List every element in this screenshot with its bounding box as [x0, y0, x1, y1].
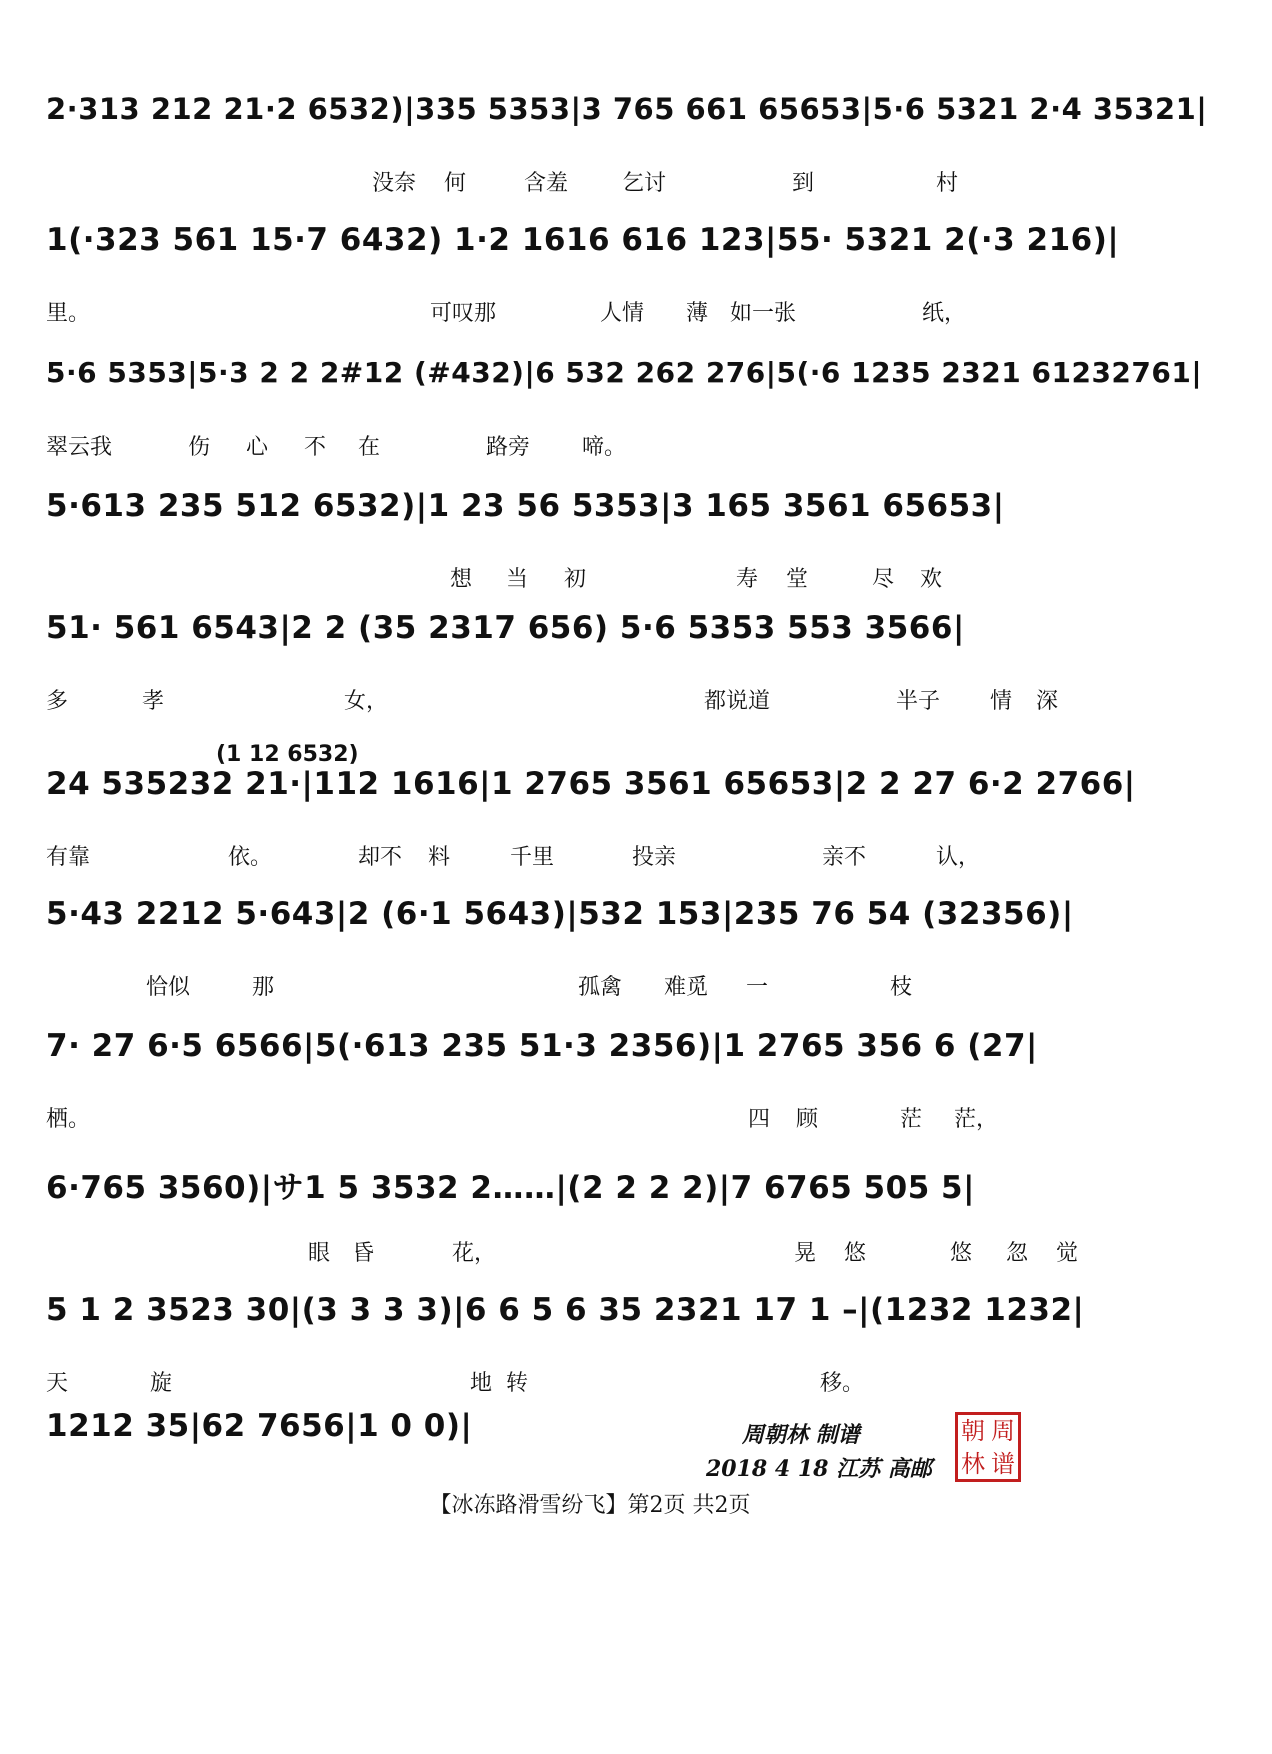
lyric: 薄 [686, 301, 709, 326]
lyric: 转 [506, 1371, 529, 1396]
lyric: 悠 [950, 1241, 973, 1266]
lyric: 欢 [920, 567, 943, 592]
lyrics-line [46, 166, 1232, 196]
lyric: 寿 [736, 567, 759, 592]
lyric: 里。 [46, 301, 91, 326]
notation-line: 5·43 2212 5·643|2 (6·1 5643)|532 153|235 76 54 (32356)| [46, 896, 1074, 932]
notation-line: 1(·323 561 15·7 6432) 1·2 1616 616 123|55· 5321 2(·3 216)| [46, 222, 1120, 258]
notation-line: 5·613 235 512 6532)|1 23 56 5353|3 165 3561 65653| [46, 488, 1005, 524]
notation-line: 5·6 5353|5·3 2 2 2#12 (#432)|6 532 262 276|5(·6 1235 2321 61232761| [46, 356, 1203, 389]
lyrics-line [46, 1366, 1232, 1396]
lyric: 枝 [890, 975, 913, 1000]
lyric: 纸， [922, 301, 967, 326]
lyric: 昏 [352, 1241, 375, 1266]
lyric: 村 [936, 171, 959, 196]
lyric: 半子 [896, 689, 941, 714]
lyric: 不 [304, 435, 327, 460]
lyric: 翠云我 [46, 435, 113, 460]
seal-char: 朝 [961, 1417, 985, 1445]
arranger-credit: 周朝林 制谱 [742, 1422, 860, 1448]
lyric: 觉 [1056, 1241, 1079, 1266]
seal-stamp [955, 1412, 1021, 1482]
lyrics-line [46, 840, 1232, 870]
lyrics-line [46, 1102, 1232, 1132]
lyric: 人情 [600, 301, 645, 326]
notation-line: 51· 561 6543|2 2 (35 2317 656) 5·6 5353 553 3566| [46, 610, 965, 646]
lyric: 乞讨 [622, 171, 667, 196]
lyric: 伤 [188, 435, 211, 460]
lyrics-line [46, 970, 1232, 1000]
lyrics-line [46, 430, 1232, 460]
lyrics-line [46, 296, 1232, 326]
lyric: 四 [748, 1107, 771, 1132]
lyric: 堂 [786, 567, 809, 592]
lyric: 天 [46, 1371, 69, 1396]
lyrics-line [46, 1236, 1232, 1266]
lyric: 花， [452, 1241, 497, 1266]
notation-line: 5 1 2 3523 30|(3 3 3 3)|6 6 5 6 35 2321 17 1 –|(1232 1232| [46, 1292, 1085, 1328]
lyric: 当 [506, 567, 529, 592]
lyric: 地 [470, 1371, 493, 1396]
lyric: 投亲 [632, 845, 677, 870]
lyric: 多 [46, 689, 69, 714]
lyric: 情 [990, 689, 1013, 714]
lyric: 尽 [872, 567, 895, 592]
lyric: 难觅 [664, 975, 709, 1000]
lyric: 千里 [510, 845, 555, 870]
lyric: 都说道 [704, 689, 771, 714]
lyric: 茫 [900, 1107, 923, 1132]
seal-char: 周 [991, 1417, 1015, 1445]
date-place-credit: 2018 4 18 江苏 高邮 [706, 1456, 932, 1482]
lyric: 啼。 [582, 435, 627, 460]
lyric: 有靠 [46, 845, 91, 870]
lyric: 想 [450, 567, 473, 592]
notation-line: 1212 35|62 7656|1 0 0)| [46, 1408, 473, 1444]
lyric: 却不 [358, 845, 403, 870]
lyric: 晃 [794, 1241, 817, 1266]
lyric: 栖。 [46, 1107, 91, 1132]
lyrics-line [46, 684, 1232, 714]
lyrics-line [46, 562, 1232, 592]
lyric: 初 [564, 567, 587, 592]
lyric: 恰似 [146, 975, 191, 1000]
lyric: 心 [246, 435, 269, 460]
lyric: 茫， [954, 1107, 999, 1132]
lyric: 眼 [308, 1241, 331, 1266]
seal-char: 谱 [991, 1450, 1015, 1478]
lyric: 女， [344, 689, 389, 714]
lyric: 如一张 [730, 301, 797, 326]
lyric: 料 [428, 845, 451, 870]
lyric: 到 [792, 171, 815, 196]
lyric: 可叹那 [430, 301, 497, 326]
lyric: 含羞 [524, 171, 569, 196]
notation-line: 2·313 212 21·2 6532)|335 5353|3 765 661 65653|5·6 5321 2·4 35321| [46, 92, 1208, 126]
seal-char: 林 [961, 1450, 985, 1478]
lyric: 那 [252, 975, 275, 1000]
variant-note: (1 12 6532) [216, 742, 359, 767]
lyric: 孝 [142, 689, 165, 714]
notation-line: 7· 27 6·5 6566|5(·613 235 51·3 2356)|1 2765 356 6 (27| [46, 1028, 1038, 1064]
notation-line: 24 535232 21·|112 1616|1 2765 3561 65653|2 2 27 6·2 2766| [46, 766, 1136, 802]
lyric: 在 [358, 435, 381, 460]
lyric: 一 [746, 975, 769, 1000]
lyric: 旋 [150, 1371, 173, 1396]
lyric: 路旁 [486, 435, 531, 460]
lyric: 没奈 [372, 171, 417, 196]
lyric: 孤禽 [578, 975, 623, 1000]
lyric: 亲不 [822, 845, 867, 870]
lyric: 深 [1036, 689, 1059, 714]
notation-line: 6·765 3560)|サ1 5 3532 2……|(2 2 2 2)|7 6765 505 5| [46, 1170, 975, 1206]
lyric: 何 [444, 171, 467, 196]
lyric: 移。 [820, 1371, 865, 1396]
lyric: 依。 [228, 845, 273, 870]
lyric: 认， [936, 845, 981, 870]
lyric: 忽 [1006, 1241, 1029, 1266]
page-footer: 【冰冻路滑雪纷飞】第2页 共2页 [429, 1493, 751, 1518]
lyric: 顾 [796, 1107, 819, 1132]
lyric: 悠 [844, 1241, 867, 1266]
